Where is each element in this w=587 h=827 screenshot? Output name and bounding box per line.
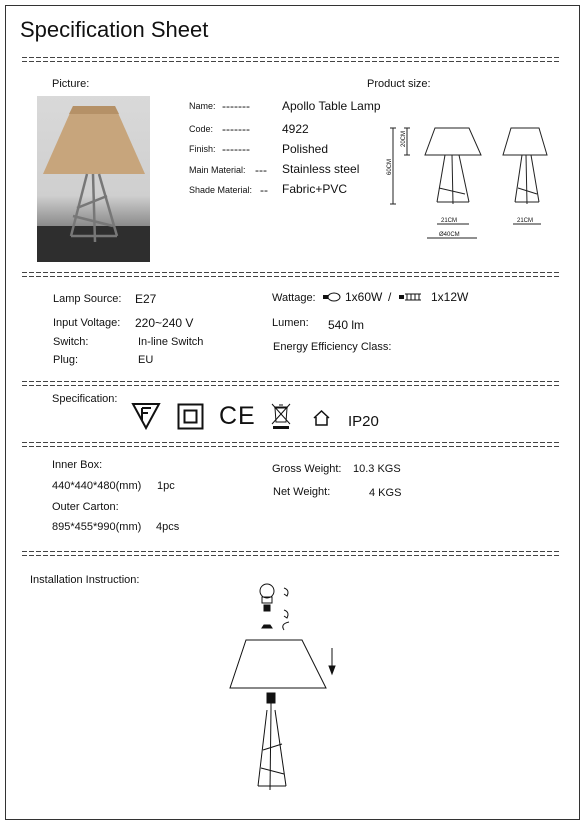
net-weight-value: 4 KGS [369,487,402,499]
code-dashes: ------- [222,122,250,136]
shade-material-label: Shade Material: [189,185,253,195]
wattage2-value: 1x12W [431,290,469,304]
separator [22,379,560,389]
lumen-value: 540 lm [328,318,365,332]
weee-bin-icon [270,402,292,430]
voltage-label: Input Voltage: [53,317,121,329]
dim-h2: 60CM [387,158,394,176]
finish-value: Polished [282,142,329,156]
name-value: Apollo Table Lamp [282,99,381,113]
installation-label: Installation Instruction: [30,574,140,586]
lumen-label: Lumen: [272,317,309,329]
ip-rating: IP20 [348,413,379,430]
inner-box-label: Inner Box: [52,459,103,471]
picture-label: Picture: [52,78,90,90]
f-mark-icon [131,402,161,430]
separator [22,440,560,450]
incandescent-bulb-icon [322,292,342,302]
ce-mark-icon: CE [219,402,256,430]
product-photo [37,96,150,262]
finish-label: Finish: [189,144,216,154]
code-label: Code: [189,124,214,134]
class-ii-icon [177,403,204,430]
switch-value: In-line Switch [138,336,204,348]
wattage-sep: / [388,290,392,304]
inner-box-qty: 1pc [157,480,175,492]
page-title: Specification Sheet [20,17,209,42]
outer-carton-dims: 895*455*990(mm) [52,521,142,533]
inner-box-dims: 440*440*480(mm) [52,480,142,492]
indoor-use-icon [312,409,331,427]
separator [22,549,560,559]
separator [22,55,560,65]
net-weight-label: Net Weight: [273,486,331,498]
main-material-label: Main Material: [189,165,246,175]
shade-material-dashes: -- [260,183,268,197]
dimension-drawing [385,122,555,244]
shade-material-value: Fabric+PVC [282,182,348,196]
installation-diagram [220,578,350,793]
main-material-dashes: --- [255,163,267,177]
wattage-label: Wattage: [272,292,316,304]
main-material-value: Stainless steel [282,162,360,176]
outer-carton-qty: 4pcs [156,521,180,533]
switch-label: Switch: [53,336,89,348]
separator [22,270,560,280]
gross-weight-value: 10.3 KGS [353,463,401,475]
product-size-label: Product size: [367,78,431,90]
code-value: 4922 [282,122,309,136]
specification-label: Specification: [52,393,118,405]
wattage1-value: 1x60W [345,290,383,304]
lamp-source-value: E27 [135,292,157,306]
energy-saving-bulb-icon [398,292,424,302]
dim-w3: 21CM [517,218,534,224]
dim-w1: 21CM [441,218,458,224]
gross-weight-label: Gross Weight: [272,463,342,475]
dim-h1: 20CM [401,130,408,148]
finish-dashes: ------- [222,142,250,156]
name-label: Name: [189,101,216,111]
outer-carton-label: Outer Carton: [52,501,119,513]
dim-w2: Ø40CM [439,232,460,238]
voltage-value: 220~240 V [135,316,194,330]
lamp-source-label: Lamp Source: [53,293,122,305]
plug-value: EU [138,354,154,366]
name-dashes: ------- [222,99,250,113]
plug-label: Plug: [53,354,79,366]
energy-class-label: Energy Efficiency Class: [273,341,392,353]
